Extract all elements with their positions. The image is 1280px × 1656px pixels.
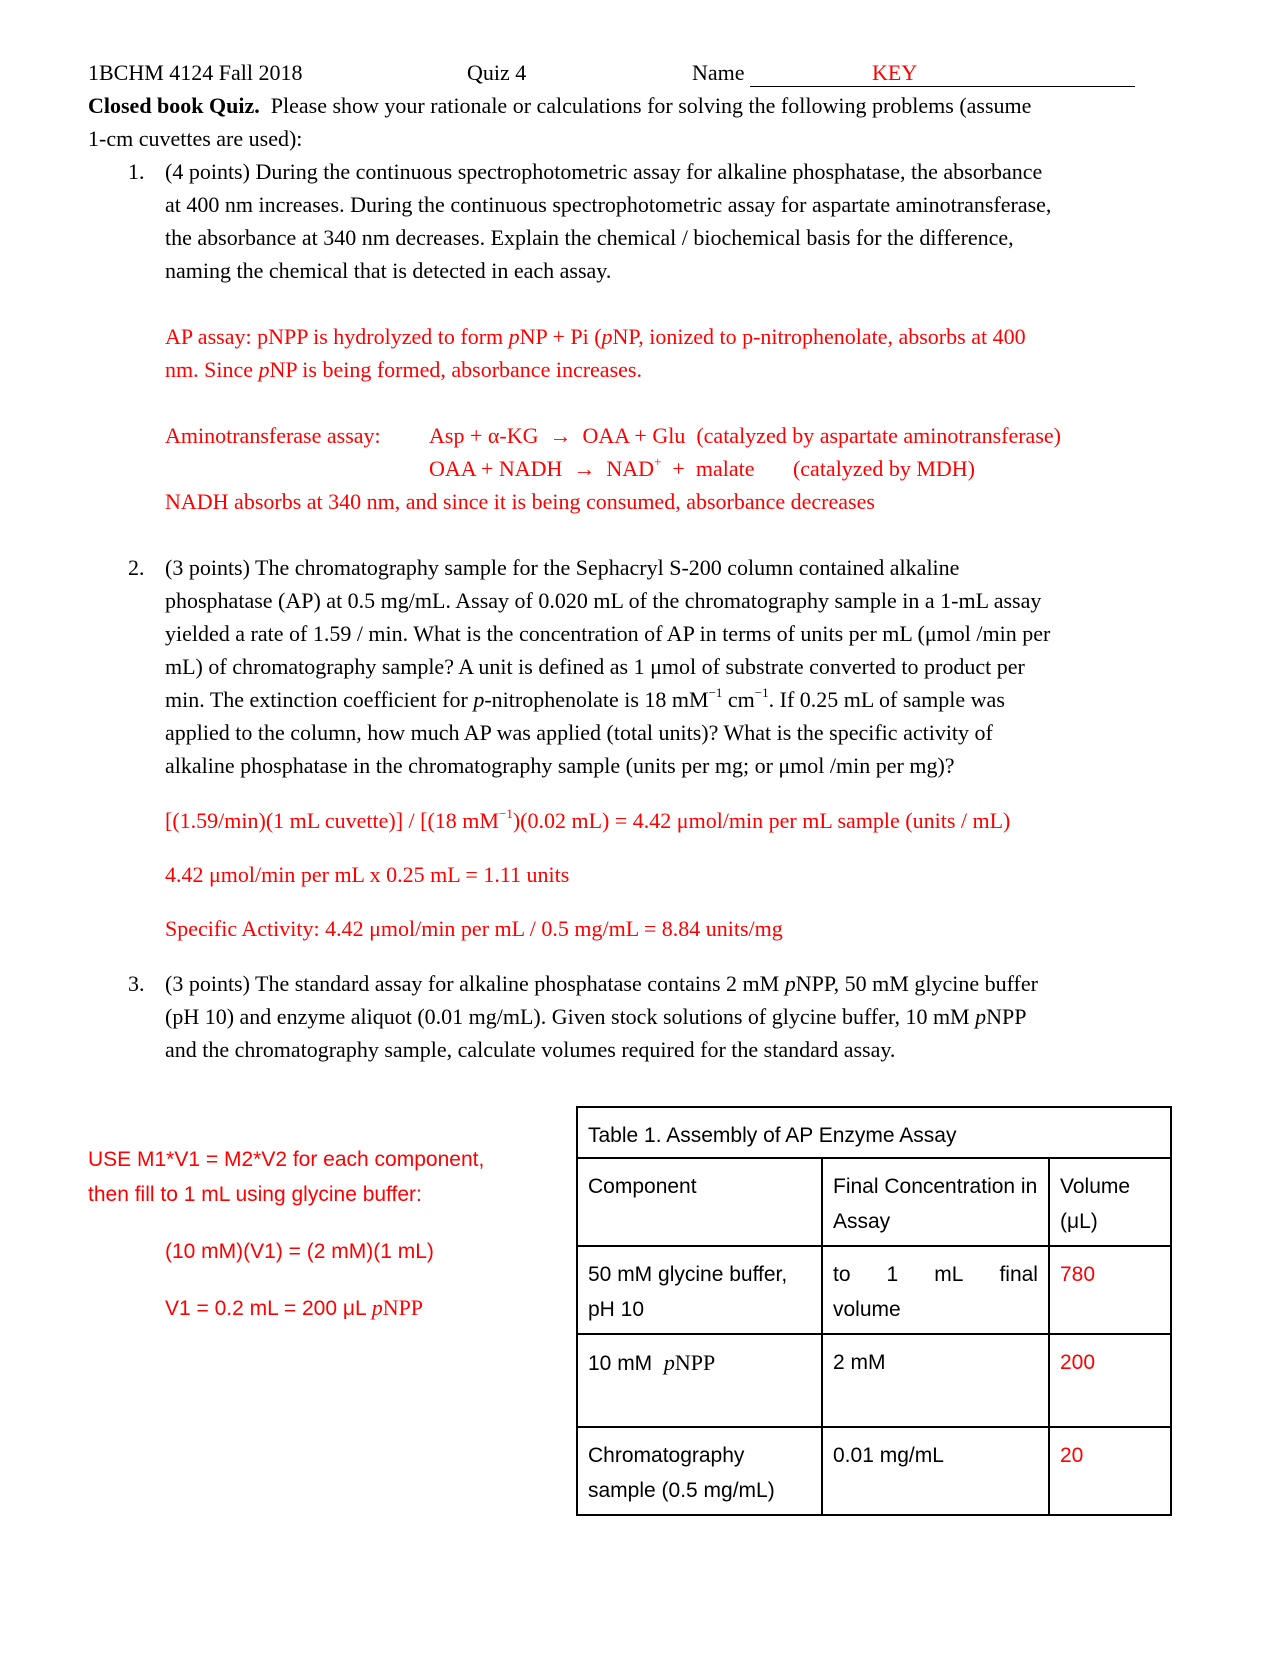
q1-line: the absorbance at 340 nm decreases. Explain the chemical / biochemical basis for the difference,: [165, 225, 1014, 250]
name-value: KEY: [872, 60, 918, 85]
table-caption-row: [577, 1107, 1171, 1158]
q1-line: at 400 nm increases. During the continuous spectrophotometric assay for aspartate aminotransferase,: [165, 192, 1052, 217]
table-row: [577, 1427, 1171, 1515]
row-volume: 200: [1049, 1334, 1171, 1427]
header-component: Component: [577, 1158, 822, 1246]
table-header-row: [577, 1158, 1171, 1246]
q1-answer-at-eq2: OAA + NADH → NAD+ + malate (catalyzed by MDH): [429, 454, 975, 481]
q3-line: (3 points) The standard assay for alkaline phosphatase contains 2 mM pNPP, 50 mM glycine buffer: [165, 971, 1038, 996]
row-final: to 1 mL final volume: [822, 1246, 1049, 1334]
row-volume: 780: [1049, 1246, 1171, 1334]
table-row: [577, 1246, 1171, 1334]
q2-line: applied to the column, how much AP was applied (total units)? What is the specific activity of: [165, 720, 993, 745]
q2-line: alkaline phosphatase in the chromatography sample (units per mg; or μmol /min per mg)?: [165, 753, 955, 778]
q2-line: min. The extinction coefficient for p-nitrophenolate is 18 $mM^{-1}$ $cm^{-1}$. If 0.25 mL of sample was: [165, 685, 1005, 712]
intro-line-2: 1-cm cuvettes are used):: [88, 126, 303, 151]
header-volume: Volume (μL): [1049, 1158, 1171, 1246]
name-value-line: [750, 60, 1135, 87]
q3-line: (pH 10) and enzyme aliquot (0.01 mg/mL). Given stock solutions of glycine buffer, 10 mM pNPP: [165, 1004, 1027, 1029]
q1-answer-ap-2: nm. Since pNP is being formed, absorbance increases.: [165, 357, 642, 382]
q1-answer-nadh: NADH absorbs at 340 nm, and since it is being consumed, absorbance decreases: [165, 489, 875, 514]
q2-line: yielded a rate of 1.59 / min. What is the concentration of AP in terms of units per mL (μmol /min per: [165, 621, 1051, 646]
q2-answer-total: 4.42 μmol/min per mL x 0.25 mL = 1.11 units: [165, 862, 570, 887]
q3-line: and the chromatography sample, calculate volumes required for the standard assay.: [165, 1037, 896, 1062]
q2-answer-calc: [(1.59/min)(1 mL cuvette)] / [(18 $mM^{-1})(0.02$ mL) = 4.42 μmol/min per mL sample (units / mL): [165, 806, 1011, 833]
row-component: Chromatography sample (0.5 mg/mL): [577, 1427, 822, 1515]
q1-answer-at-eq1: Asp + α-KG → OAA + Glu (catalyzed by aspartate aminotransferase): [429, 423, 1061, 448]
q2-number: 2.: [128, 555, 145, 580]
q3-number: 3.: [128, 971, 145, 996]
q2-answer-specific: Specific Activity: 4.42 μmol/min per mL / 0.5 mg/mL = 8.84 units/mg: [165, 916, 783, 941]
intro-text: Please show your rationale or calculations for solving the following problems (assume: [270, 93, 1032, 118]
header-final: Final Concentration in Assay: [822, 1158, 1049, 1246]
intro-line-1: [88, 95, 1031, 117]
q1-number: 1.: [128, 159, 145, 184]
q2-line: (3 points) The chromatography sample for the Sephacryl S-200 column contained alkaline: [165, 555, 960, 580]
row-volume: 20: [1049, 1427, 1171, 1515]
row-final: 2 mM: [822, 1334, 1049, 1427]
table-row: [577, 1334, 1171, 1427]
row-final: 0.01 mg/mL: [822, 1427, 1049, 1515]
intro-bold: Closed book Quiz.: [88, 93, 260, 118]
q1-answer-ap: AP assay: pNPP is hydrolyzed to form pNP + Pi (pNP, ionized to p-nitrophenolate, absorbs at 400: [165, 324, 1026, 349]
q1-answer-at-label: Aminotransferase assay:: [165, 423, 381, 448]
q3-answer-eq: (10 mM)(V1) = (2 mM)(1 mL): [165, 1240, 434, 1263]
q2-line: mL) of chromatography sample? A unit is defined as 1 μmol of substrate converted to product per: [165, 654, 1025, 679]
q3-answer-v1: V1 = 0.2 mL = 200 μL pNPP: [165, 1295, 424, 1320]
assay-table: [576, 1106, 1172, 1516]
q3-answer-use-2: then fill to 1 mL using glycine buffer:: [88, 1183, 422, 1206]
name-label: Name: [692, 60, 745, 85]
q1-line: naming the chemical that is detected in each assay.: [165, 258, 612, 283]
quiz-number: Quiz 4: [467, 60, 527, 85]
q3-answer-use-1: USE M1*V1 = M2*V2 for each component,: [88, 1148, 485, 1171]
row-component: 10 mM pNPP: [577, 1334, 822, 1427]
q2-line: phosphatase (AP) at 0.5 mg/mL. Assay of 0.020 mL of the chromatography sample in a 1-mL assay: [165, 588, 1042, 613]
row-component: 50 mM glycine buffer, pH 10: [577, 1246, 822, 1334]
table-caption: Table 1. Assembly of AP Enzyme Assay: [577, 1107, 1171, 1158]
course-title: 1BCHM 4124 Fall 2018: [88, 60, 303, 85]
name-field: [692, 62, 1135, 85]
q1-line: (4 points) During the continuous spectrophotometric assay for alkaline phosphatase, the absorbance: [165, 159, 1043, 184]
